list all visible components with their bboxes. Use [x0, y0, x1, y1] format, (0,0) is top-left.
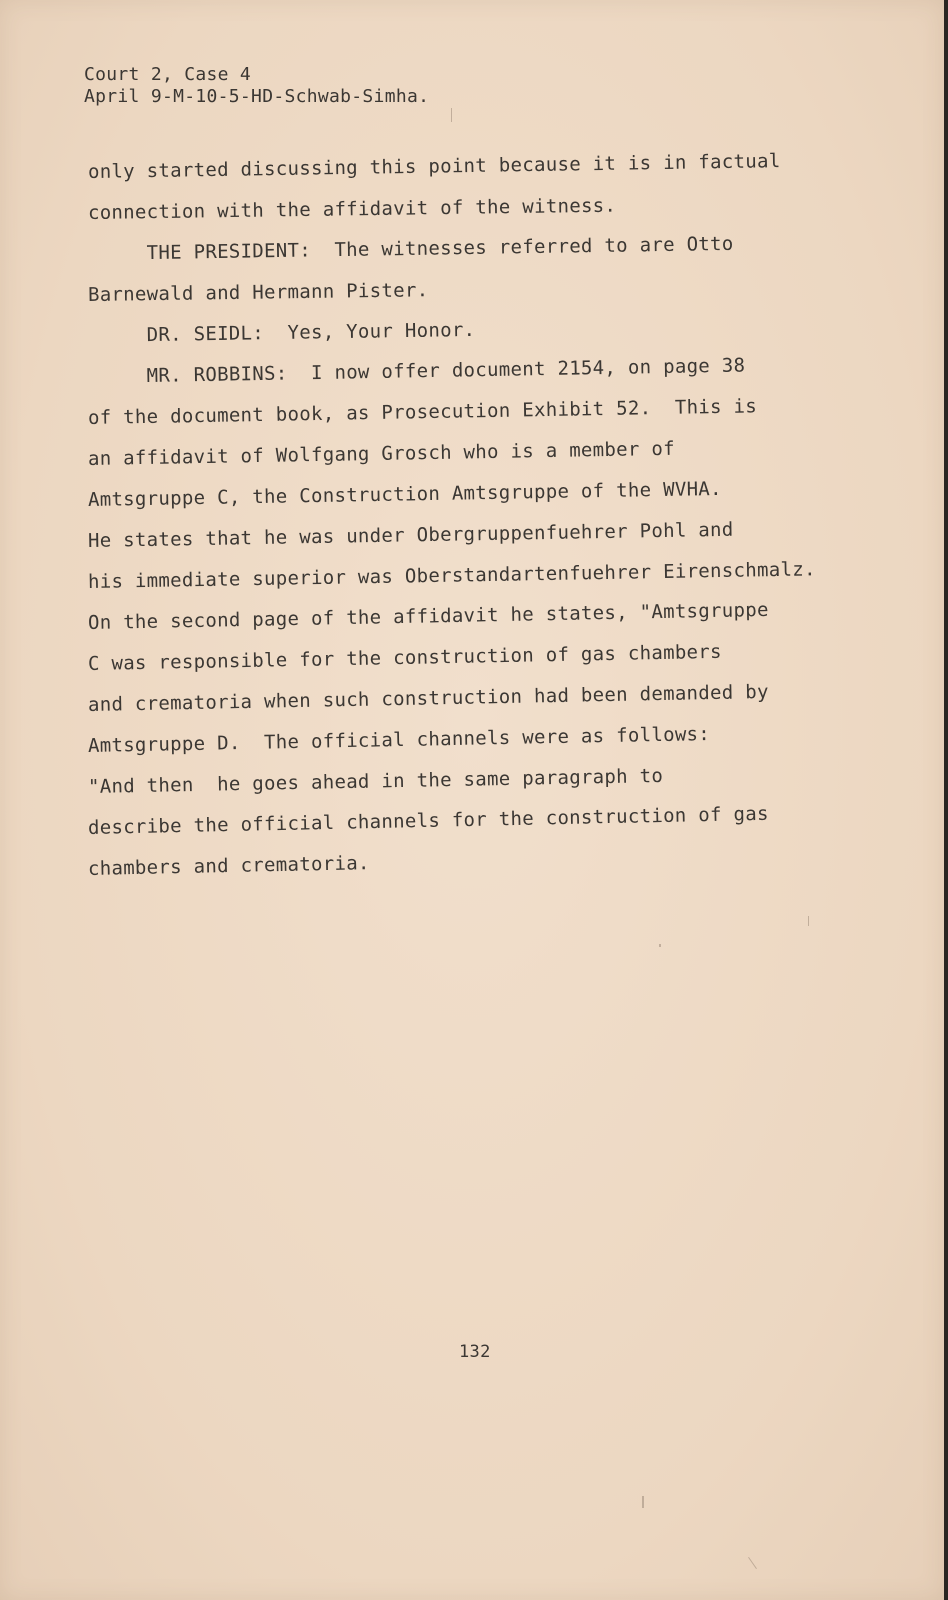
body-line: Barnewald and Hermann Pister.: [87, 279, 429, 306]
body-line: DR. SEIDL: Yes, Your Honor.: [87, 318, 476, 347]
transcript-body: [88, 152, 816, 890]
paper-speck: [642, 1496, 644, 1508]
paper-speck: [659, 944, 661, 947]
body-line: only started discussing this point because it is in factual: [87, 150, 781, 183]
page-number: 132: [459, 1342, 491, 1362]
body-line: his immediate superior was Oberstandartenfuehrer Eirenschmalz.: [87, 558, 816, 593]
body-line: Amtsgruppe D. The official channels were as follows:: [87, 723, 711, 757]
body-line: "And then he goes ahead in the same paragraph to: [87, 764, 664, 798]
body-line: He states that he was under Obergruppenfuehrer Pohl and: [87, 518, 734, 552]
body-line: MR. ROBBINS: I now offer document 2154, on page 38: [87, 354, 746, 388]
body-line: an affidavit of Wolfgang Grosch who is a member of: [87, 437, 676, 470]
paper-speck: [451, 108, 452, 122]
body-line: On the second page of the affidavit he states, "Amtsgruppe: [87, 598, 769, 634]
body-line: Amtsgruppe C, the Construction Amtsgruppe of the WVHA.: [87, 477, 722, 511]
body-line: of the document book, as Prosecution Exhibit 52. This is: [87, 395, 758, 429]
body-line: chambers and crematoria.: [87, 852, 370, 880]
body-line: and crematoria when such construction had been demanded by: [87, 680, 769, 716]
body-line: connection with the affidavit of the witness.: [87, 194, 617, 224]
body-line: THE PRESIDENT: The witnesses referred to are Otto: [87, 232, 734, 265]
body-line: describe the official channels for the construction of gas: [87, 802, 769, 839]
body-line: C was responsible for the construction of gas chambers: [87, 640, 722, 675]
header-reference-line: April 9-M-10-5-HD-Schwab-Simha.: [84, 86, 430, 107]
header-case-line: Court 2, Case 4: [84, 64, 252, 85]
document-header: [84, 64, 429, 108]
paper-speck: [808, 916, 809, 926]
paper-speck: [748, 1557, 757, 1569]
